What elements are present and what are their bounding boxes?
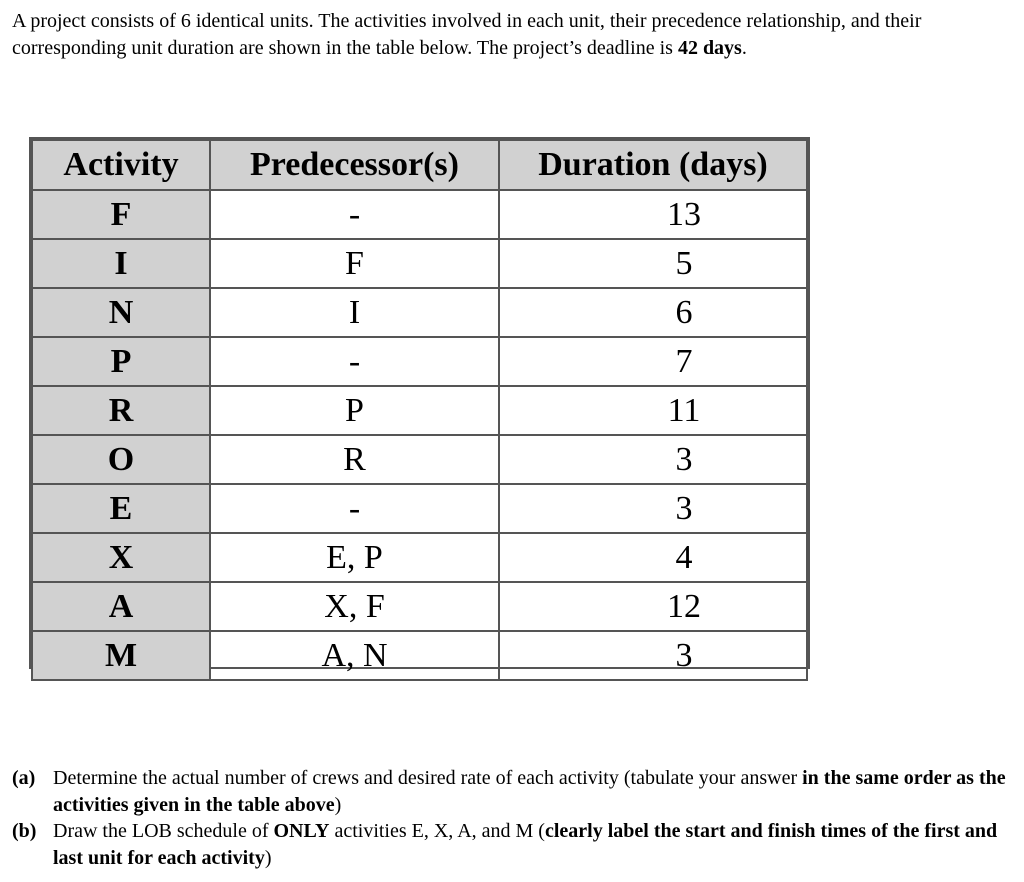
duration-cell: 11 [499,386,807,435]
duration-cell: 6 [499,288,807,337]
activity-cell: N [32,288,210,337]
predecessor-cell: X, F [210,582,499,631]
predecessor-cell: - [210,337,499,386]
duration-cell: 5 [499,239,807,288]
activity-cell: E [32,484,210,533]
question-b [12,818,1012,871]
deadline-value: 42 days [677,37,742,59]
table-row [32,239,807,288]
predecessor-cell: A, N [210,631,499,680]
question-b-activities: activities E, X, A, and M ( [329,820,545,842]
table-row [32,533,807,582]
question-a-text: Determine the actual number of crews and desired rate of each activity (tabulate your answer [53,767,803,789]
table-row [32,582,807,631]
duration-cell: 3 [499,484,807,533]
duration-cell: 4 [499,533,807,582]
predecessor-cell: F [210,239,499,288]
duration-cell: 12 [499,582,807,631]
duration-cell: 3 [499,435,807,484]
activity-cell: M [32,631,210,680]
table-row [32,386,807,435]
problem-statement-end: . [741,37,747,59]
question-b-end: ) [264,846,272,869]
activity-cell: O [32,435,210,484]
question-a [12,765,1012,818]
activity-cell: I [32,239,210,288]
activity-table-container [29,137,810,674]
table-row [32,631,807,680]
activity-cell: P [32,337,210,386]
question-b-label: (b) [12,820,37,842]
predecessor-cell: - [210,484,499,533]
table-row [32,484,807,533]
activity-cell: F [32,190,210,239]
duration-cell: 3 [499,631,807,680]
table-row [32,435,807,484]
activity-cell: A [32,582,210,631]
table-row [32,190,807,239]
table-row [32,288,807,337]
problem-statement-text: A project consists of 6 identical units. The activities involved in each unit, their precedence relationship, and their corresponding unit duration are shown in the table below. The project’s deadline is [12,10,922,59]
activity-cell: R [32,386,210,435]
problem-statement [12,8,1012,62]
questions-section [12,765,1012,871]
predecessor-cell: E, P [210,533,499,582]
header-activity: Activity [32,140,210,190]
question-b-emphasis: clearly label the start and finish times of the first and last unit for each activity [53,820,998,869]
question-a-label: (a) [12,767,36,789]
question-a-emphasis: in the same order as the activities given in the table above [53,767,1006,816]
question-b-only: ONLY [273,820,330,842]
predecessor-cell: I [210,288,499,337]
predecessor-cell: R [210,435,499,484]
table-row [32,337,807,386]
predecessor-cell: - [210,190,499,239]
duration-cell: 13 [499,190,807,239]
duration-cell: 7 [499,337,807,386]
predecessor-cell: P [210,386,499,435]
header-predecessors: Predecessor(s) [210,140,499,190]
question-a-end: ) [334,793,342,816]
activity-cell: X [32,533,210,582]
question-b-text: Draw the LOB schedule of [53,820,274,842]
table-header-row [32,140,807,190]
activity-table [31,139,808,681]
header-duration: Duration (days) [499,140,807,190]
